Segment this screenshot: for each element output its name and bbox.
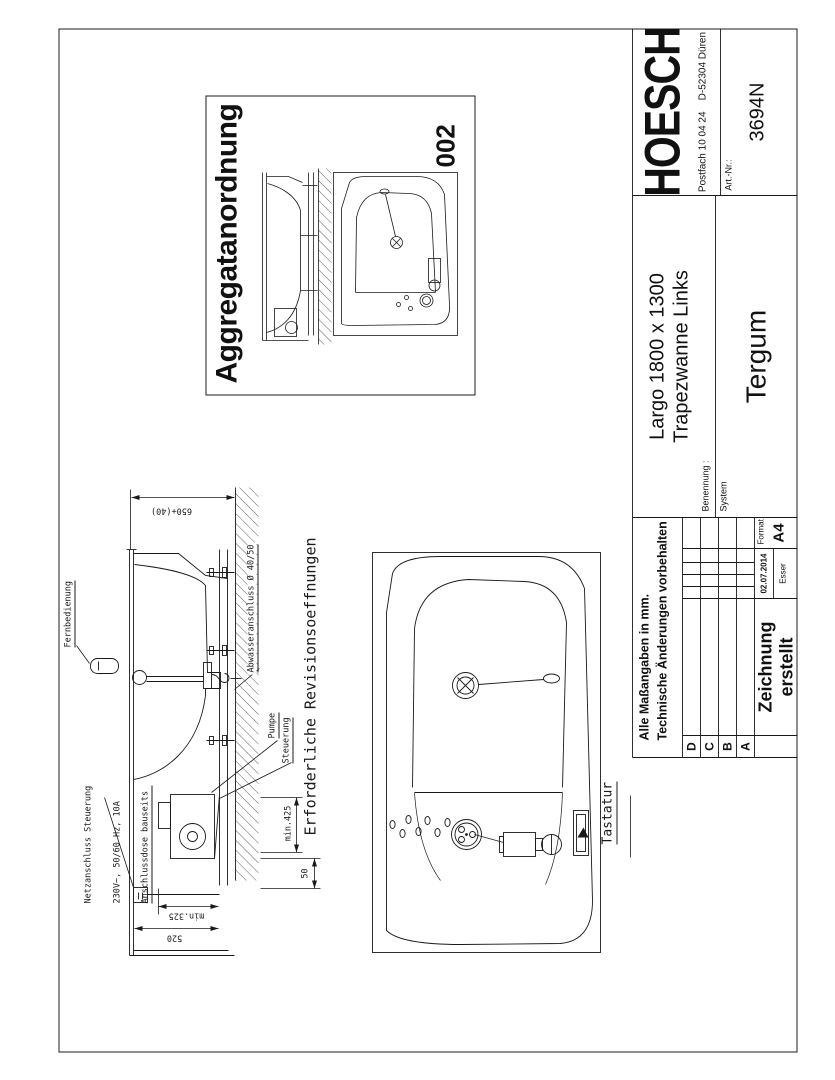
benennung-label: Benennung :: [700, 459, 710, 511]
inset-title: Aggregatanordnung: [210, 103, 243, 383]
drain-fitting: [452, 672, 559, 698]
revision-row-c: C: [702, 741, 716, 751]
brand-address: Postfach 10 04 24 D-52304 Düren: [696, 31, 708, 192]
keypad: [573, 810, 588, 855]
author-value: Esser: [777, 562, 787, 584]
label-fernbedienung: Fernbedienung: [63, 580, 73, 647]
label-abwasseranschluss: Abwasseranschluss Ø 40/50: [246, 544, 256, 672]
brand-logo: HOESCH: [633, 26, 690, 197]
plan-view: [372, 552, 600, 952]
label-steuerung: Steuerung: [281, 716, 291, 763]
dim-min325: min.325: [168, 910, 204, 920]
remote-control: [90, 658, 118, 673]
artnr-label: Art.-Nr.:: [723, 159, 733, 190]
system-value: Tergum: [740, 309, 771, 403]
status-text: Zeichnung erstellt: [754, 621, 796, 712]
revision-row-a: A: [738, 741, 752, 751]
foot-bolt: [206, 567, 234, 577]
foot-bolt: [206, 735, 234, 745]
label-netzanschluss: Netzanschluss Steuerung 230V~, 50/60 Hz, 10A Anschlussdose bauseits: [82, 785, 151, 903]
format-value: A4: [769, 522, 787, 543]
inset-number: 002: [430, 123, 460, 167]
dim-520: 520: [166, 932, 182, 942]
pump-unit-plan: [474, 832, 561, 856]
overflow-rosette: [132, 670, 146, 684]
benennung-line1: Largo 1800 x 1300: [645, 272, 668, 440]
label-revisionsoeffnungen: Erforderliche Revisionsoeffnungen: [301, 536, 319, 835]
benennung-line2: Trapezwanne Links: [669, 269, 692, 443]
dim-50: 50: [300, 867, 310, 879]
round-keypad: [451, 819, 481, 849]
dim-650-40: 650+(40): [150, 505, 192, 515]
artnr-value: 3694N: [746, 82, 768, 141]
revision-row-b: B: [720, 741, 734, 751]
date-value: 02.07.2014: [758, 552, 768, 594]
system-label: System: [718, 480, 728, 511]
jet-nozzles: [389, 815, 449, 837]
dim-min425: min.425: [283, 805, 293, 841]
note-changes: Technische Änderungen vorbehalten: [655, 520, 669, 740]
foot-bolt: [206, 645, 234, 655]
label-tastatur: Tastatur: [600, 781, 615, 844]
note-measurements: Alle Maßangaben in mm.: [637, 593, 651, 740]
label-pumpe: Pumpe: [267, 712, 277, 738]
revision-row-d: D: [684, 741, 698, 751]
format-label: Format: [756, 518, 765, 544]
